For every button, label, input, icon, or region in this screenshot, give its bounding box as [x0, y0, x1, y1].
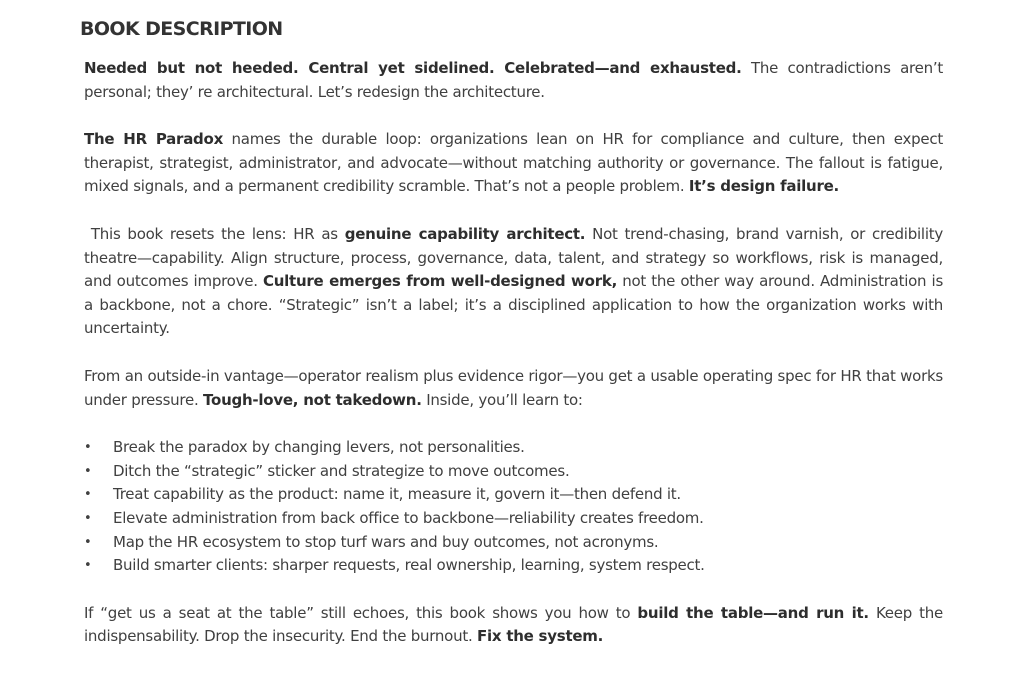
intro-text: The contradictions aren’t personal; they’ re architectural. Let’s redesign the architecture.: [84, 59, 943, 101]
learning-list: [84, 436, 943, 578]
bullet-icon: •: [84, 558, 92, 574]
paragraph-lens: [84, 223, 943, 341]
fix-the-system-text: Fix the system.: [477, 627, 604, 646]
paragraph-vantage: [84, 365, 943, 412]
bullet-icon: •: [84, 440, 92, 456]
book-title-text: The HR Paradox: [84, 130, 224, 149]
lens-text-3: not the other way around. Administration is a backbone, not a chore. “Strategic” isn’t a label; it’s a disciplined application to how the organization works with uncertainty.: [84, 272, 944, 338]
bullet-icon: •: [84, 534, 92, 550]
list-item: [84, 483, 943, 507]
list-item: [84, 460, 943, 484]
list-item: [84, 507, 943, 531]
capability-architect-text: genuine capability architect.: [344, 224, 586, 243]
list-item-text: Treat capability as the product: name it, measure it, govern it—then defend it.: [113, 485, 681, 504]
paragraph-hr-paradox: [84, 128, 943, 199]
lens-text-2: Not trend-chasing, brand varnish, or credibility theatre—capability. Align structure, process, governance, data, talent, and strategy so workflows, risk is managed, and outcomes improve.: [84, 224, 943, 291]
book-description-body: [84, 57, 943, 673]
paragraph-closing: [84, 602, 943, 649]
bullet-icon: •: [84, 510, 92, 526]
list-item-text: Map the HR ecosystem to stop turf wars and buy outcomes, not acronyms.: [113, 532, 659, 551]
list-item-text: Break the paradox by changing levers, not personalities.: [113, 438, 525, 457]
list-item: [84, 554, 943, 578]
paragraph-intro: [84, 57, 943, 104]
vantage-text-1: From an outside-in vantage—operator realism plus evidence rigor—you get a usable operating spec for HR that works under pressure.: [84, 366, 943, 409]
tough-love-text: Tough-love, not takedown.: [203, 390, 422, 409]
design-failure-text: It’s design failure.: [688, 177, 839, 196]
intro-bold-text: Needed but not heeded. Central yet sidelined. Celebrated—and exhausted.: [84, 59, 742, 77]
list-item: [84, 531, 943, 555]
list-item-text: Elevate administration from back office to backbone—reliability creates freedom.: [113, 508, 704, 527]
culture-emerges-text: Culture emerges from well-designed work,: [262, 272, 618, 291]
bullet-icon: •: [84, 463, 92, 479]
build-the-table-text: build the table—and run it.: [637, 603, 869, 622]
bullet-icon: •: [84, 487, 92, 503]
paradox-text: names the durable loop: organizations lean on HR for compliance and culture, then expect therapist, strategist, administrator, and advocate—without matching authority or governance. The fallout is fatigue, mixed signals, and a permanent credibility scramble. That’s not a people problem.: [84, 130, 943, 196]
list-item-text: Build smarter clients: sharper requests, real ownership, learning, system respect.: [113, 556, 705, 575]
closing-text-2: Keep the indispensability. Drop the insecurity. End the burnout.: [84, 603, 943, 646]
list-item-text: Ditch the “strategic” sticker and strategize to move outcomes.: [113, 461, 570, 480]
lens-text-1: This book resets the lens: HR as: [84, 224, 345, 243]
list-item: [84, 436, 943, 460]
section-heading: BOOK DESCRIPTION: [80, 18, 283, 40]
closing-text-1: If “get us a seat at the table” still echoes, this book shows you how to: [84, 603, 638, 622]
vantage-text-2: Inside, you’ll learn to:: [421, 390, 583, 409]
